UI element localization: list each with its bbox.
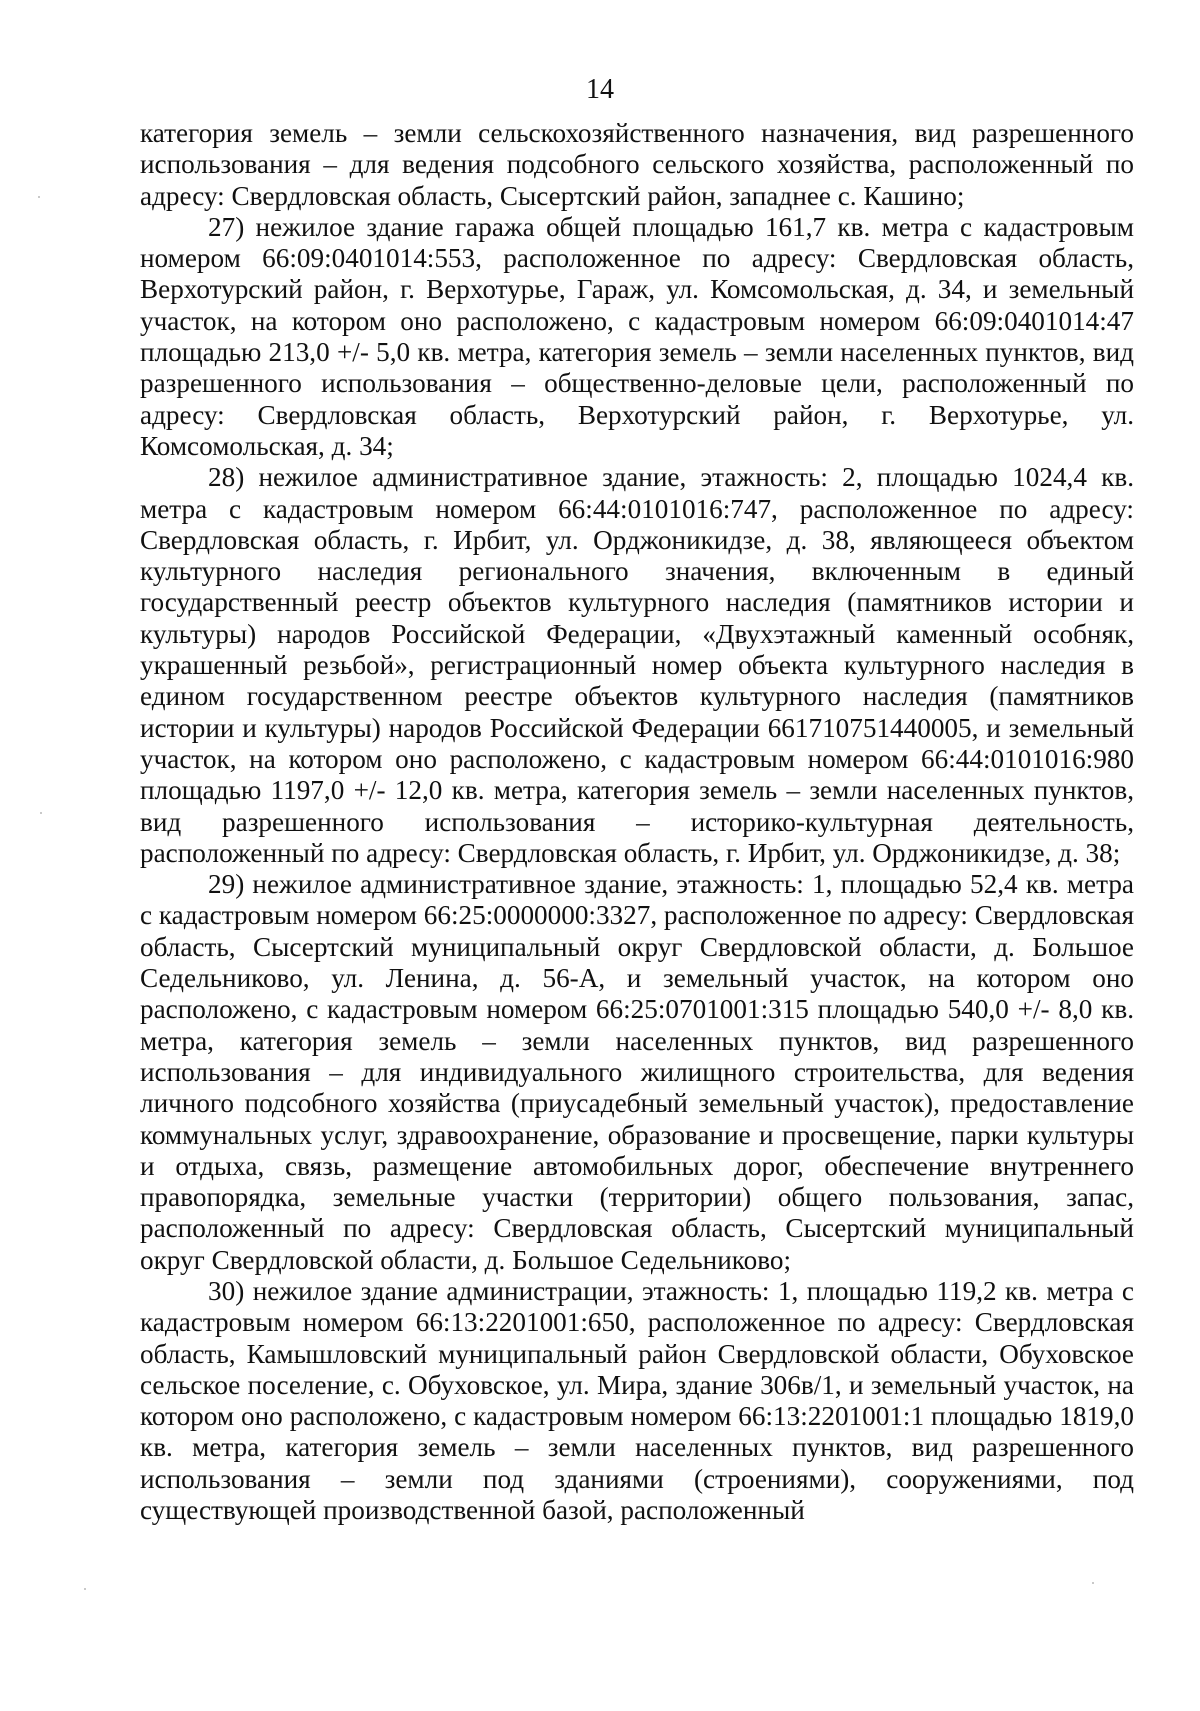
paragraph-item-27: 27) нежилое здание гаража общей площадью 161,7 кв. метра с кадастровым номером 66:09:0401014:553, расположенное по адресу: Свердловская область, Верхотурский район, г. Верхотурье, Гараж, ул. Комсомольская, д. 34, и земельный участок, на котором оно расположено, с кадастровым номером 66:09:0401014:47 площадью 213,0 +/- 5,0 кв. метра, категория земель – земли населенных пунктов, вид разрешенного использования – общественно-деловые цели, расположенный по адресу: Свердловская область, Верхотурский район, г. Верхотурье, ул. Комсомольская, д. 34; bbox=[140, 211, 1134, 461]
scan-artifact bbox=[84, 1588, 86, 1590]
paragraph-item-29: 29) нежилое административное здание, этажность: 1, площадью 52,4 кв. метра с кадастровым номером 66:25:0000000:3327, расположенное по адресу: Свердловская область, Сысертский муниципальный округ Свердловской области, д. Большое Седельниково, ул. Ленина, д. 56-А, и земельный участок, на котором оно расположено, с кадастровым номером 66:25:0701001:315 площадью 540,0 +/- 8,0 кв. метра, категория земель – земли населенных пунктов, вид разрешенного использования – для индивидуального жилищного строительства, для ведения личного подсобного хозяйства (приусадебный земельный участок), предоставление коммунальных услуг, здравоохранение, образование и просвещение, парки культуры и отдыха, связь, размещение автомобильных дорог, обеспечение внутреннего правопорядка, земельные участки (территории) общего пользования, запас, расположенный по адресу: Свердловская область, Сысертский муниципальный округ Свердловской области, д. Большое Седельниково; bbox=[140, 869, 1135, 1275]
scan-artifact bbox=[1092, 1582, 1094, 1584]
document-body bbox=[140, 118, 1134, 1526]
scan-artifact bbox=[38, 196, 40, 198]
paragraph-item-28: 28) нежилое административное здание, этажность: 2, площадью 1024,4 кв. метра с кадастровым номером 66:44:0101016:747, расположенное по адресу: Свердловская область, г. Ирбит, ул. Орджоникидзе, д. 38, являющееся объектом культурного наследия регионального значения, включенным в единый государственный реестр объектов культурного наследия (памятников истории и культуры) народов Российской Федерации, «Двухэтажный каменный особняк, украшенный резьбой», регистрационный номер объекта культурного наследия в едином государственном реестре объектов культурного наследия (памятников истории и культуры) народов Российской Федерации 661710751440005, и земельный участок, на котором оно расположено, с кадастровым номером 66:44:0101016:980 площадью 1197,0 +/- 12,0 кв. метра, категория земель – земли населенных пунктов, вид разрешенного использования – историко-культурная деятельность, расположенный по адресу: Свердловская область, г. Ирбит, ул. Орджоникидзе, д. 38; bbox=[140, 462, 1134, 868]
paragraph-item-30: 30) нежилое здание администрации, этажность: 1, площадью 119,2 кв. метра с кадастровым номером 66:13:2201001:650, расположенное по адресу: Свердловская область, Камышловский муниципальный район Свердловской области, Обуховское сельское поселение, с. Обуховское, ул. Мира, здание 306в/1, и земельный участок, на котором оно расположено, с кадастровым номером 66:13:2201001:1 площадью 1819,0 кв. метра, категория земель – земли населенных пунктов, вид разрешенного использования – земли под зданиями (строениями), сооружениями, под существующей производственной базой, расположенный bbox=[140, 1275, 1134, 1526]
page-number: 14 bbox=[586, 74, 614, 105]
scan-artifact bbox=[40, 812, 42, 814]
paragraph-continuation: категория земель – земли сельскохозяйственного назначения, вид разрешенного использования – для ведения подсобного сельского хозяйства, расположенный по адресу: Свердловская область, Сысертский район, западнее с. Кашино; bbox=[140, 118, 1134, 211]
